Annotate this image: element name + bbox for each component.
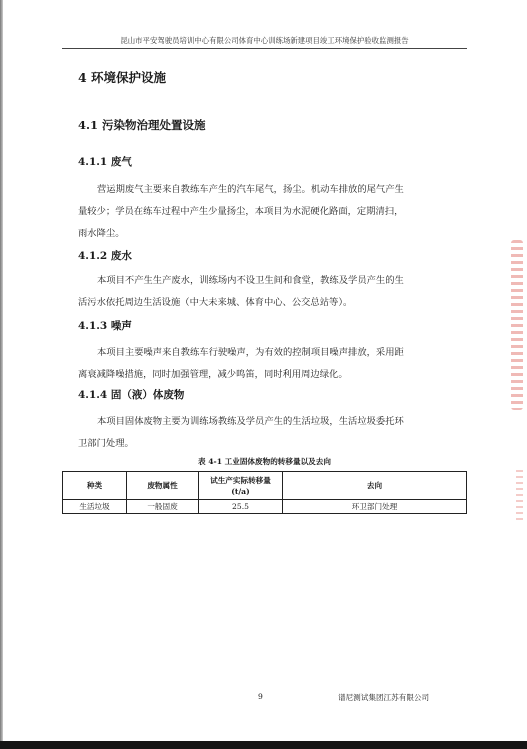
table-cell: 生活垃圾: [63, 500, 127, 514]
paragraph-line: 本项目固体废物主要为训练场教练及学员产生的生活垃圾，生活垃圾委托环: [97, 416, 404, 427]
scan-bottom-bar: [0, 741, 527, 749]
paragraph-line: 雨水降尘。: [78, 228, 125, 239]
header-cell-amount: [199, 472, 283, 500]
header-cell-destination: 去向: [283, 472, 467, 500]
header-amount-unit: (t/a): [231, 486, 250, 496]
report-header-title: 昆山市平安驾驶员培训中心有限公司体育中心训练场新建项目竣工环境保护验收监测报告: [120, 36, 409, 45]
subsection-title: 4.1 污染物治理处置设施: [78, 118, 206, 132]
table-caption: 表 4-1 工业固体废物的转移量以及去向: [198, 457, 331, 466]
header-rule: [62, 48, 467, 49]
solid-waste-heading: 4.1.4 固（液）体废物: [78, 389, 185, 401]
paragraph-line: 营运期废气主要来自教练车产生的汽车尾气，扬尘。机动车排放的尾气产生: [97, 184, 404, 195]
paragraph-line: 本项目主要噪声来自教练车行驶噪声，为有效的控制项目噪声排放，采用距: [97, 347, 404, 358]
seal-stamp-edge: [511, 240, 523, 410]
header-cell-attribute: 废物属性: [127, 472, 199, 500]
paragraph-line: 离衰减降噪措施，同时加强管理，减少鸣笛，同时利用周边绿化。: [78, 369, 348, 380]
paragraph-line: 卫部门处理。: [78, 438, 134, 449]
table-cell: 一般固废: [127, 500, 199, 514]
footer-company: 谱尼测试集团江苏有限公司: [338, 693, 430, 702]
noise-heading: 4.1.3 噪声: [78, 320, 132, 332]
paragraph-line: 本项目不产生生产废水，训练场内不设卫生间和食堂，教练及学员产生的生: [97, 275, 404, 286]
seal-stamp-edge-small: [516, 470, 523, 520]
waste-water-heading: 4.1.2 废水: [78, 250, 132, 262]
header-amount-label: 试生产实际转移量: [210, 475, 271, 485]
waste-gas-heading: 4.1.1 废气: [78, 156, 132, 168]
table-header-row: [63, 472, 467, 500]
paragraph-line: 活污水依托周边生活设施（中大未来城、体育中心、公交总站等）。: [78, 297, 353, 308]
solid-waste-table: [62, 471, 467, 514]
page-number: 9: [258, 692, 263, 701]
scan-left-edge: [0, 0, 3, 749]
table-cell: 25.5: [199, 500, 283, 514]
section-title: 4 环境保护设施: [78, 70, 167, 85]
paragraph-line: 量较少；学员在练车过程中产生少量扬尘，本项目为水泥硬化路面，定期清扫，: [78, 206, 404, 217]
table-cell: 环卫部门处理: [283, 500, 467, 514]
header-cell-type: 种类: [63, 472, 127, 500]
table-row: [63, 500, 467, 514]
